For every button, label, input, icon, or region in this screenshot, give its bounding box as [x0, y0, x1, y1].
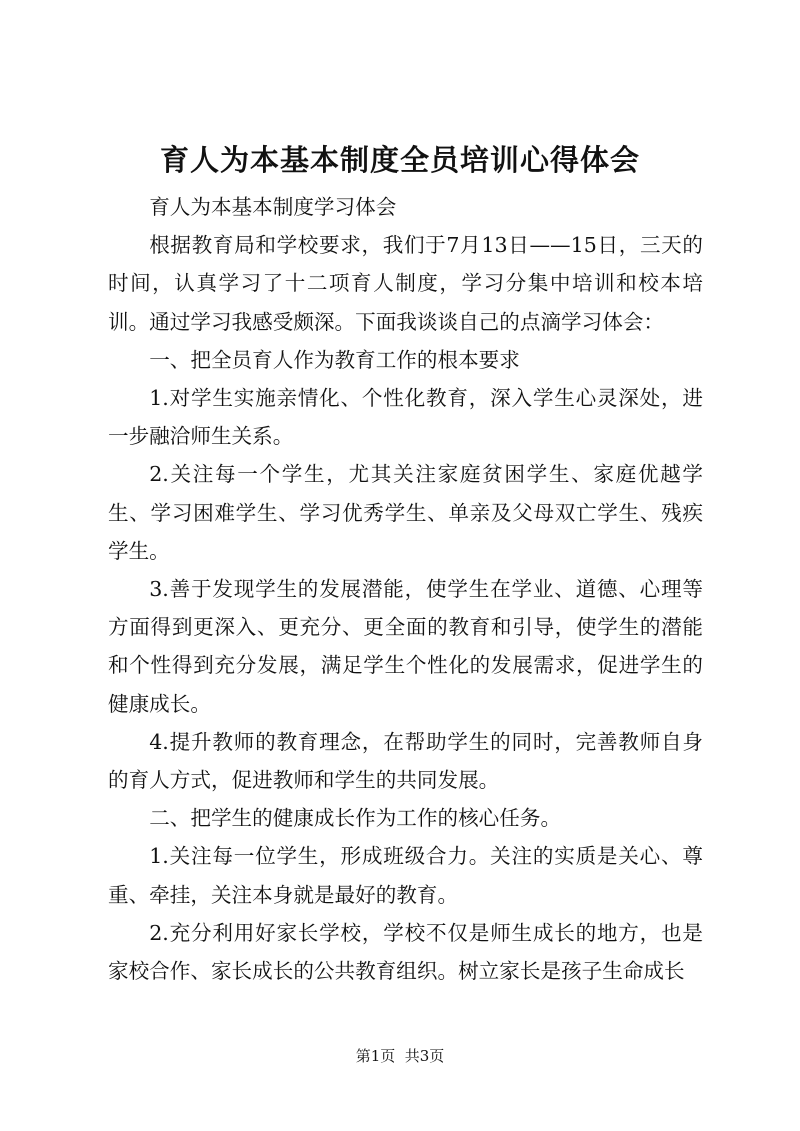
document-title: 育人为本基本制度全员培训心得体会: [159, 143, 640, 177]
list-item-2-1: 1.关注每一位学生，形成班级合力。关注的实质是关心、尊重、牵挂，关注本身就是最好的教育。: [108, 844, 703, 907]
list-item-2-2: 2.充分利用好家长学校，学校不仅是师生成长的地方，也是家校合作、家长成长的公共教育组织。树立家长是孩子生命成长: [108, 920, 703, 984]
document-body: [108, 188, 703, 990]
subtitle-paragraph: 育人为本基本制度学习体会: [149, 195, 397, 219]
intro-paragraph: 根据教育局和学校要求，我们于7月13日——15日，三天的时间，认真学习了十二项育人制度，学习分集中培训和校本培训。通过学习我感受颇深。下面我谈谈自己的点滴学习体会：: [108, 233, 703, 334]
page-footer: 第1页 共3页: [355, 1047, 445, 1065]
list-item-1-1: 1.对学生实施亲情化、个性化教育，深入学生心灵深处，进一步融洽师生关系。: [108, 386, 703, 449]
section-heading-1: 一、把全员育人作为教育工作的根本要求: [149, 347, 520, 372]
section-heading-2: 二、把学生的健康成长作为工作的核心任务。: [149, 806, 562, 831]
list-item-1-4: 4.提升教师的教育理念，在帮助学生的同时，完善教师自身的育人方式，促进教师和学生的共同发展。: [108, 729, 703, 793]
list-item-1-3: 3.善于发现学生的发展潜能，使学生在学业、道德、心理等方面得到更深入、更充分、更全面的教育和引导，使学生的潜能和个性得到充分发展，满足学生个性化的发展需求，促进学生的健康成长。: [108, 577, 703, 716]
list-item-1-2: 2.关注每一个学生，尤其关注家庭贫困学生、家庭优越学生、学习困难学生、学习优秀学生、单亲及父母双亡学生、残疾学生。: [108, 462, 703, 563]
